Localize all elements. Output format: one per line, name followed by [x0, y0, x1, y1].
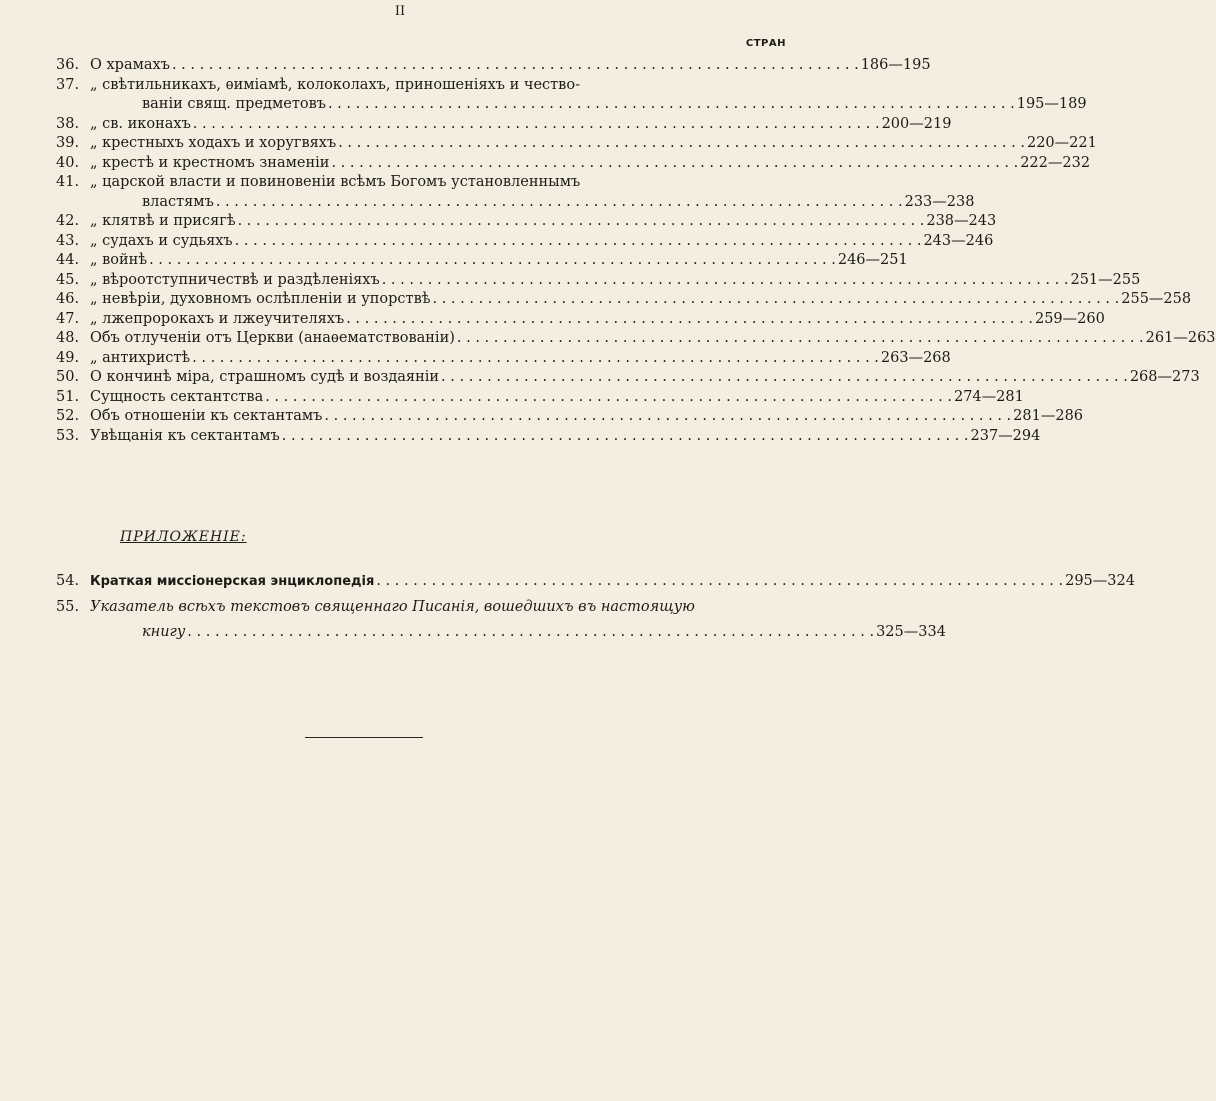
- entry-number: 37.: [56, 76, 80, 93]
- entry-pages: 220—221: [1026, 135, 1097, 151]
- toc-entry: [56, 154, 1091, 174]
- toc-entry: [56, 427, 1041, 447]
- entry-number: 51.: [56, 388, 80, 405]
- entry-pages: 222—232: [1020, 154, 1091, 171]
- toc-entry-continuation: [56, 193, 975, 213]
- entry-pages: 237—294: [970, 427, 1041, 444]
- entry-pages: 325—334: [876, 624, 946, 640]
- dot-leader: [216, 193, 903, 213]
- entry-title: „ невѣріи, духовномъ ослѣпленіи и упорствѣ: [90, 291, 431, 307]
- entry-title: „ клятвѣ и присягѣ: [90, 213, 236, 229]
- entry-title: Объ отлученіи отъ Церкви (анаѳематствованіи): [90, 330, 455, 346]
- entry-title: О храмахъ: [90, 57, 170, 73]
- dot-leader: [432, 290, 1119, 310]
- toc-entry: [56, 310, 1105, 330]
- entry-number: 38.: [56, 115, 80, 132]
- toc-entry: [56, 388, 1024, 408]
- toc-entry-line: [56, 271, 1141, 291]
- dot-leader: [457, 329, 1144, 349]
- toc-entry-line: [56, 76, 764, 96]
- toc-entry-line: [56, 427, 1041, 447]
- appendix-contents: [56, 572, 1135, 649]
- entry-number: 46.: [56, 291, 80, 307]
- toc-entry-line: [56, 251, 908, 271]
- entry-number: 49.: [56, 349, 80, 366]
- toc-entry-line: [56, 154, 1091, 174]
- entry-pages: 233—238: [904, 193, 975, 210]
- entry-number: 47.: [56, 310, 80, 327]
- toc-entry: [56, 572, 1135, 592]
- toc-entry-line: [56, 134, 1097, 154]
- entry-title: „ войнѣ: [90, 252, 148, 268]
- entry-title: Сущность сектантства: [90, 388, 264, 405]
- dot-leader: [338, 134, 1025, 154]
- toc-entry: [56, 598, 946, 643]
- entry-number: 44.: [56, 252, 80, 268]
- toc-entry: [56, 368, 1200, 388]
- dot-leader: [324, 407, 1011, 427]
- entry-title: „ крестѣ и крестномъ знаменіи: [90, 154, 330, 171]
- entry-pages: 195—189: [1016, 96, 1087, 112]
- entry-title: „ св. иконахъ: [90, 115, 191, 132]
- entry-title: „ антихристѣ: [90, 349, 191, 366]
- toc-entry-line: [56, 572, 1135, 592]
- toc-entry-line: [56, 232, 994, 252]
- toc-entry-line: [56, 290, 1192, 310]
- entry-pages: 238—243: [926, 213, 997, 229]
- dot-leader: [192, 349, 879, 369]
- entry-title: „ царской власти и повиновеніи всѣмъ Богомъ установленнымъ: [90, 174, 581, 190]
- dot-leader: [265, 388, 952, 408]
- dot-leader: [441, 368, 1128, 388]
- entry-pages: 251—255: [1070, 271, 1141, 288]
- entry-pages: 281—286: [1013, 408, 1084, 424]
- toc-entry-line: [56, 212, 997, 232]
- entry-title: Увѣщанія къ сектантамъ: [90, 427, 280, 444]
- dot-leader: [331, 154, 1018, 174]
- pages-column-header: СТРАН: [745, 38, 786, 49]
- entry-number: 55.: [56, 598, 80, 615]
- toc-entry: [56, 407, 1084, 427]
- toc-entry: [56, 134, 1097, 154]
- dot-leader: [149, 251, 836, 271]
- toc-entry-line: [56, 115, 952, 135]
- entry-pages: 200—219: [881, 115, 952, 132]
- entry-number: 50.: [56, 369, 80, 385]
- entry-pages: 259—260: [1034, 310, 1105, 327]
- entry-number: 43.: [56, 232, 80, 249]
- entry-number: 45.: [56, 271, 80, 288]
- entry-title-continuation: властямъ: [142, 193, 214, 210]
- appendix-heading: ПРИЛОЖЕНІЕ:: [120, 529, 247, 545]
- toc-entry-line: [56, 56, 931, 76]
- entry-number: 39.: [56, 135, 80, 151]
- dot-leader: [235, 232, 922, 252]
- toc-entry-line: [56, 329, 1216, 349]
- toc-entry-line: [56, 368, 1200, 388]
- entry-pages: 255—258: [1121, 291, 1192, 307]
- toc-entry: [56, 349, 951, 369]
- entry-title-continuation: книгу: [142, 624, 186, 640]
- entry-pages: 186—195: [860, 57, 931, 73]
- entry-number: 53.: [56, 427, 80, 444]
- entry-number: 52.: [56, 408, 80, 424]
- toc-entry-line: [56, 598, 764, 618]
- entry-pages: 246—251: [837, 252, 908, 268]
- entry-title-continuation: ваніи свящ. предметовъ: [142, 96, 326, 112]
- toc-entry: [56, 212, 997, 232]
- entry-title: Объ отношеніи къ сектантамъ: [90, 408, 323, 424]
- entry-title: „ судахъ и судьяхъ: [90, 232, 233, 249]
- page-number: II: [394, 4, 406, 19]
- entry-title: „ крестныхъ ходахъ и хоругвяхъ: [90, 135, 337, 151]
- toc-entry: [56, 56, 931, 76]
- entry-pages: 243—246: [923, 232, 994, 249]
- entry-title: „ вѣроотступничествѣ и раздѣленіяхъ: [90, 271, 380, 288]
- toc-entry-line: [56, 173, 764, 193]
- toc-entry-line: [56, 407, 1084, 427]
- entry-number: 42.: [56, 213, 80, 229]
- dot-leader: [346, 310, 1033, 330]
- toc-entry: [56, 271, 1141, 291]
- entry-title: О кончинѣ міра, страшномъ судѣ и воздаяніи: [90, 369, 440, 385]
- entry-number: 36.: [56, 57, 80, 73]
- toc-entry: [56, 232, 994, 252]
- dot-leader: [282, 427, 969, 447]
- dot-leader: [193, 115, 880, 135]
- toc-entry-line: [56, 310, 1105, 330]
- entry-title: „ свѣтильникахъ, ѳиміамѣ, колоколахъ, приношеніяхъ и чество-: [90, 76, 580, 93]
- toc-entry: [56, 76, 1087, 115]
- dot-leader: [328, 95, 1015, 115]
- dot-leader: [238, 212, 925, 232]
- toc-entry: [56, 290, 1192, 310]
- table-of-contents: [56, 56, 1216, 446]
- toc-entry: [56, 173, 975, 212]
- toc-entry: [56, 251, 908, 271]
- entry-pages: 263—268: [880, 349, 951, 366]
- entry-title: „ лжепророкахъ и лжеучителяхъ: [90, 310, 345, 327]
- dot-leader: [172, 56, 859, 76]
- entry-pages: 274—281: [953, 388, 1024, 405]
- toc-entry: [56, 115, 952, 135]
- toc-entry-line: [56, 349, 951, 369]
- entry-title: Краткая миссіонерская энциклопедія: [90, 574, 375, 589]
- dot-leader: [187, 623, 874, 643]
- entry-pages: 268—273: [1129, 369, 1200, 385]
- toc-entry-line: [56, 388, 1024, 408]
- entry-number: 41.: [56, 174, 80, 190]
- entry-pages: 261—263: [1145, 330, 1216, 346]
- dot-leader: [382, 271, 1069, 291]
- entry-number: 48.: [56, 330, 80, 346]
- dot-leader: [376, 572, 1063, 592]
- toc-entry-continuation: [56, 95, 1087, 115]
- toc-entry: [56, 329, 1216, 349]
- entry-number: 40.: [56, 154, 80, 171]
- entry-number: 54.: [56, 573, 80, 589]
- toc-entry-continuation: [56, 623, 946, 643]
- entry-pages: 295—324: [1065, 573, 1135, 589]
- closing-rule: [305, 737, 423, 738]
- entry-title: Указатель всѣхъ текстовъ священнаго Писанія, вошедшихъ въ настоящую: [90, 598, 695, 615]
